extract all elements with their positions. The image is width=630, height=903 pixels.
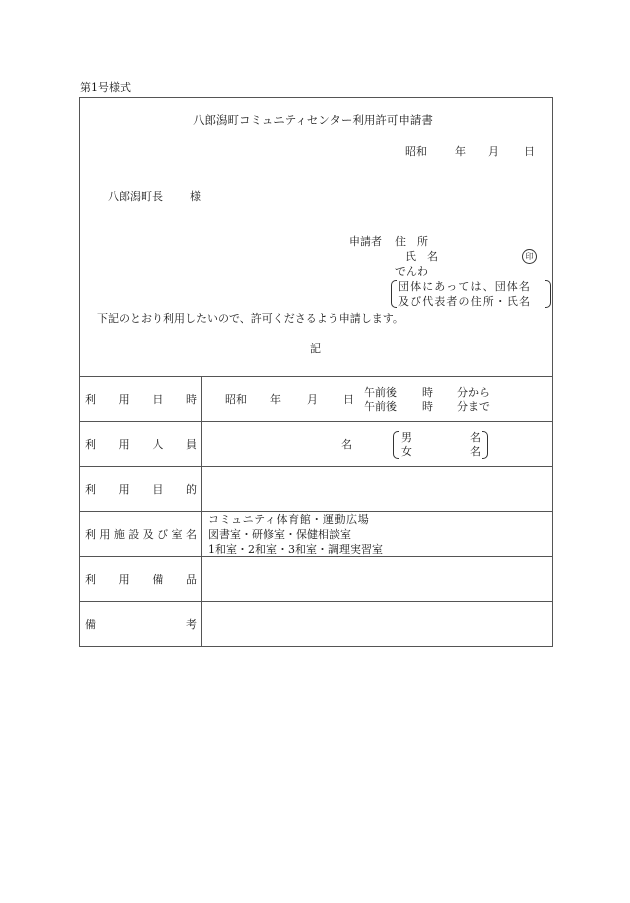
dt-year: 年 [270, 393, 281, 406]
addressee-name: 八郎潟町長 [108, 190, 163, 203]
table-top-divider [79, 376, 552, 377]
label-equipment: 利 用 備 品 [85, 573, 197, 586]
people-total-unit: 名 [341, 438, 352, 451]
date-era: 昭和 [405, 145, 427, 158]
form-title: 八郎潟町コミュニティセンター利用許可申請書 [193, 113, 433, 127]
people-female: 女 [401, 445, 412, 458]
label-remarks: 備 考 [85, 618, 197, 631]
facility-line-2: 図書室・研修室・保健相談室 [208, 528, 351, 541]
dt-ampm-start: 午前後 [364, 386, 397, 399]
dt-day: 日 [343, 393, 354, 406]
addressee-honorific: 様 [190, 190, 201, 203]
dt-era: 昭和 [225, 393, 247, 406]
people-male: 男 [401, 431, 412, 444]
label-usage-people: 利 用 人 員 [85, 438, 197, 451]
left-bracket-icon [393, 431, 399, 459]
row-divider [79, 511, 552, 512]
group-note-line2: 及び代表者の住所・氏名 [398, 295, 532, 308]
dt-hour-end: 時 [422, 400, 433, 413]
group-note-line1: 団体にあっては、団体名 [398, 280, 531, 293]
date-day: 日 [524, 145, 535, 158]
ki-heading: 記 [310, 342, 321, 355]
right-bracket-icon [545, 280, 551, 308]
dt-ampm-end: 午前後 [364, 400, 397, 413]
remarks-field[interactable] [202, 602, 551, 645]
facility-line-1: コミュニティ体育館・運動広場 [208, 513, 370, 526]
dt-month: 月 [307, 393, 318, 406]
label-usage-purpose: 利 用 目 的 [85, 483, 197, 496]
dt-min-start: 分から [457, 386, 490, 399]
dt-hour-start: 時 [422, 386, 433, 399]
form-number: 第1号様式 [80, 81, 131, 94]
people-female-unit: 名 [470, 445, 481, 458]
request-text: 下記のとおり利用したいので、許可くださるよう申請します。 [97, 312, 404, 325]
name-label: 氏 名 [405, 250, 438, 263]
row-divider [79, 421, 552, 422]
equipment-field[interactable] [202, 557, 551, 601]
phone-label: でんわ [395, 265, 428, 278]
dt-min-end: 分まで [457, 400, 490, 413]
purpose-field[interactable] [202, 467, 551, 511]
label-facility-room: 利 用 施 設 及 び 室 名 [85, 528, 197, 541]
date-month: 月 [488, 145, 499, 158]
applicant-label: 申請者 [349, 235, 382, 248]
left-bracket-icon [391, 280, 397, 308]
people-male-unit: 名 [470, 431, 481, 444]
date-year: 年 [455, 145, 466, 158]
facility-line-3: 1和室・2和室・3和室・調理実習室 [208, 543, 383, 556]
right-bracket-icon [482, 431, 488, 459]
label-usage-datetime: 利 用 日 時 [85, 393, 197, 406]
address-label: 住 所 [395, 235, 428, 248]
seal-mark-icon: 印 [522, 249, 537, 264]
